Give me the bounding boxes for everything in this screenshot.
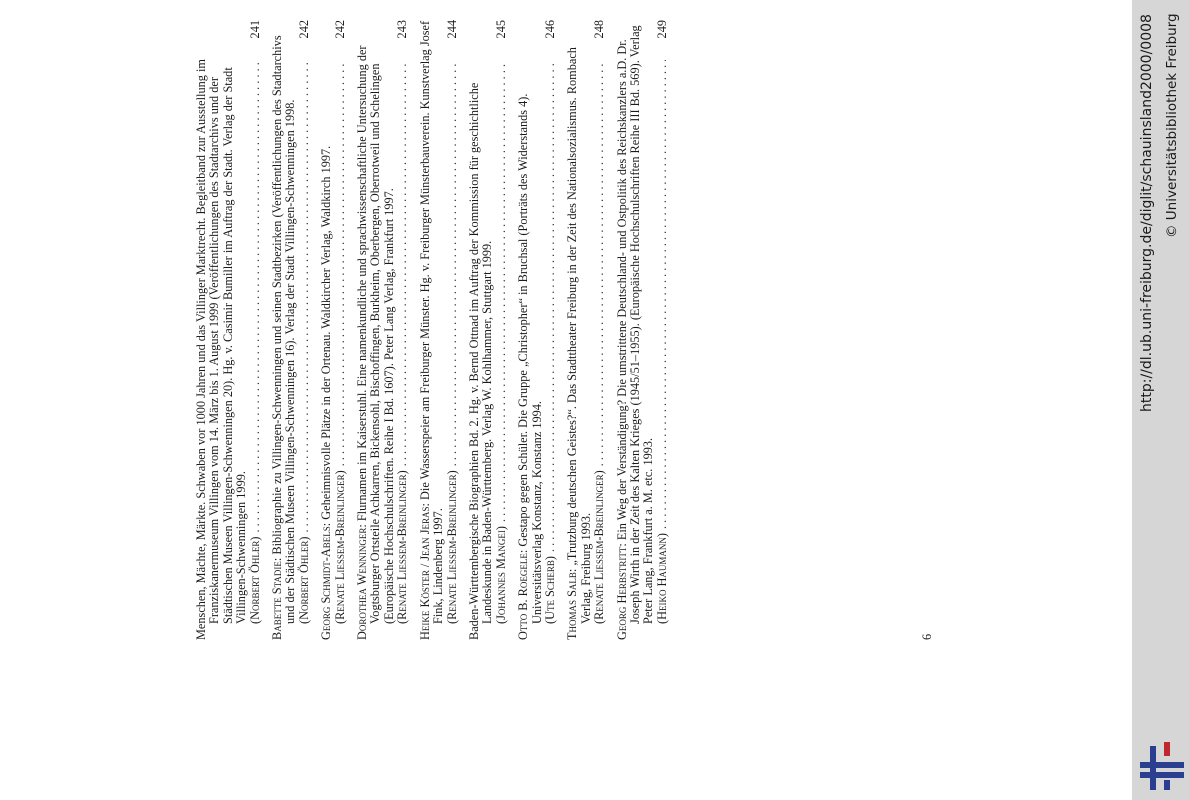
review-list [195, 20, 678, 640]
reviewer-line [446, 20, 459, 640]
entry-author: Heike Köster / Jean Jeras: [417, 503, 432, 640]
reviewer-line [298, 20, 311, 640]
reviewer-line [334, 20, 347, 640]
review-entry [195, 20, 262, 640]
review-entry [320, 20, 347, 640]
review-entry [517, 20, 557, 640]
page-number: 245 [493, 20, 508, 39]
reviewer-line [495, 20, 508, 640]
entry-text: Flurnamen im Kaiserstuhl. Eine namenkundliche und sprachwissenschaftliche Untersuchung der Vogtsburger Ortsteile Achkarren, Bickensohl, Bischoffingen, Burkheim, Oberbergen, Oberrotweil und Schelingen (Europäische Hochschulschriften. Reihe I Bd. 1607). Peter Lang Verlag, Frankfurt 1997. [355, 45, 396, 624]
reviewer-line [249, 20, 262, 640]
reviewer-line [544, 20, 557, 640]
leader-dots [495, 60, 508, 522]
review-entry [566, 20, 606, 640]
reviewer-name: (Ute Scherb) [542, 556, 557, 624]
page-number: 249 [654, 20, 669, 39]
reviewer-line [593, 20, 606, 640]
page-number: 241 [247, 20, 262, 39]
leader-dots [334, 60, 347, 466]
entry-author: Georg Herbstritt: [614, 543, 629, 640]
reviewer-name: (Renate Liessem-Breinlinger) [332, 470, 347, 624]
entry-text: Bibliographie zu Villingen-Schwenningen und seinen Stadtbezirken (Veröffentlichungen des Stadtarchivs und der Städtischen Museen Villingen-Schwenningen 16). Verlag der Stadt Villingen-Schwenningen 1998. [270, 35, 298, 624]
entry-text: Geheimnisvolle Plätze in der Ortenau. Waldkircher Verlag, Waldkirch 1997. [319, 145, 334, 523]
permalink-url[interactable]: http://dl.ub.uni-freiburg.de/diglit/schauinsland2000/0008 [1139, 14, 1155, 412]
reviewer-name: (Norbert Öhler) [247, 536, 262, 624]
reviewer-name: (Norbert Öhler) [296, 536, 311, 624]
entry-text: Die Wasserspeier am Freiburger Münster. Hg. v. Freiburger Münsterbauverein. Kunstverlag Josef Fink, Lindenberg 1997. [417, 20, 446, 624]
page-number: 248 [592, 20, 607, 39]
reviewer-name: (Renate Liessem-Breinlinger) [444, 470, 459, 624]
review-entry [468, 20, 508, 640]
page-number: 243 [395, 20, 410, 39]
entry-text: Menschen, Mächte, Märkte. Schwaben vor 1000 Jahren und das Villinger Marktrecht. Begleitband zur Ausstellung im Franziskanermuseum Villingen vom 14. März bis 1. August 1999 (Veröffentlichungen des Stadtarchivs und der Städtischen Museen Villingen-Schwenningen 20). Hg. v. Casimir Bumiller im Auftrag der Stadt. Verlag der Stadt Villingen-Schwenningen 1999. [194, 59, 249, 640]
entry-text: Gestapo gegen Schüler. Die Gruppe „Christopher“ in Bruchsal (Porträts des Widerstands 4). Universitätsverlag Konstanz, Konstanz 1994. [516, 93, 544, 624]
entry-author: Otto B. Roegele: [516, 549, 531, 640]
entry-author: Thomas Salb: [565, 568, 580, 640]
page-number: 242 [296, 20, 311, 39]
review-entry [419, 20, 459, 640]
entry-author: Babette Stadie: [270, 557, 285, 640]
page-number: 246 [542, 20, 557, 39]
review-entry [356, 20, 410, 640]
reviewer-line [396, 20, 409, 640]
leader-dots [446, 60, 459, 466]
copyright-notice: © Universitätsbibliothek Freiburg [1164, 13, 1180, 238]
reviewer-line [656, 20, 669, 640]
leader-dots [396, 60, 409, 466]
leader-dots [544, 60, 557, 552]
leader-dots [249, 60, 262, 533]
page-folio: 6 [920, 633, 934, 640]
reviewer-name: (Renate Liessem-Breinlinger) [592, 470, 607, 624]
leader-dots [593, 60, 606, 466]
entry-author: Georg Schmidt-Abels: [319, 522, 334, 640]
entry-text: Baden-Württembergische Biographien Bd. 2. Hg. v. Bernd Ottnad im Auftrag der Kommission für geschichtliche Landeskunde in Baden-Württemberg. Verlag W. Kohlhammer, Stuttgart 1999. [466, 82, 495, 640]
entry-author: Dorothea Wenninger: [355, 524, 370, 640]
leader-dots [298, 60, 311, 533]
page-number: 242 [332, 20, 347, 39]
entry-text: „Trutzburg deutschen Geistes?“. Das Stadttheater Freiburg in der Zeit des Nationalsozialismus. Rombach Verlag, Freiburg 1993. [565, 47, 593, 624]
review-entry [616, 20, 670, 640]
page-number: 244 [444, 20, 459, 39]
reviewer-name: (Heiko Haumann) [654, 532, 669, 624]
reviewer-name: (Renate Liessem-Breinlinger) [395, 470, 410, 624]
leader-dots [656, 60, 669, 529]
ub-freiburg-logo-icon [1140, 742, 1184, 790]
reviewer-name: (Johannes Mangei) [493, 526, 508, 624]
review-entry [271, 20, 311, 640]
entry-text: Ein Weg der Verständigung? Die umstrittene Deutschland- und Ostpolitik des Reichskanzlers a.D. Dr. Joseph Wirth in der Zeit des Kalten Krieges (1945/51–1955). (Europäische Hochschulschriften Reihe III Bd. 569). Verlag Peter Lang, Frankfurt a. M. etc. 1993. [614, 25, 656, 624]
